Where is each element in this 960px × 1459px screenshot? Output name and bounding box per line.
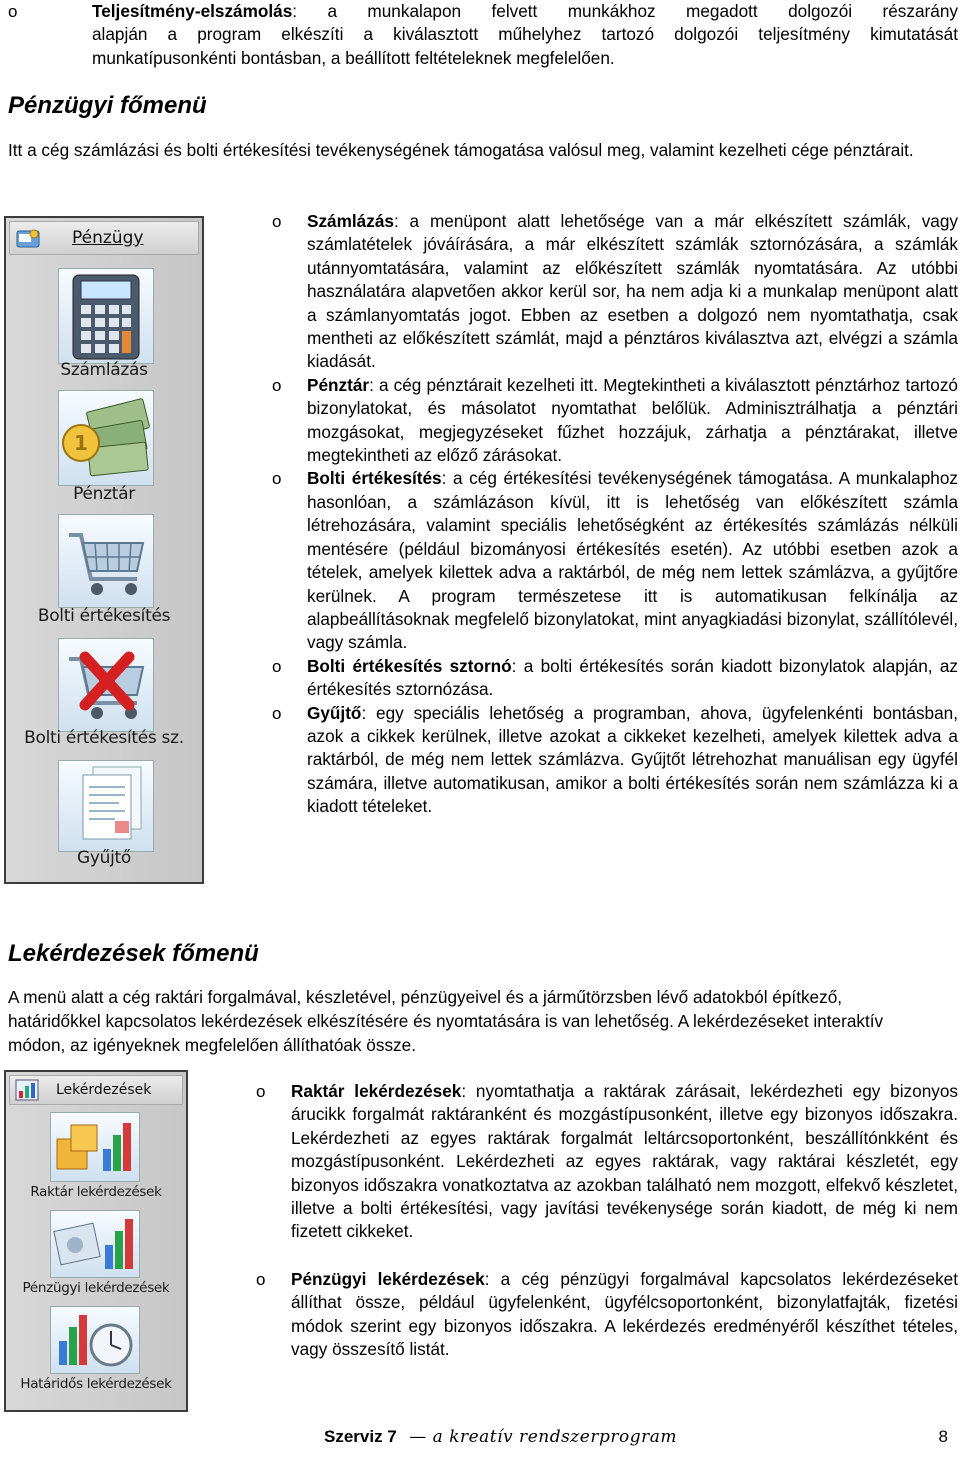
- penzugyi-lekerdezesek-menu-item[interactable]: [50, 1210, 140, 1278]
- cart-cancel-icon: [59, 639, 153, 731]
- bullet-text: [291, 1080, 958, 1244]
- section-heading-penzugyi: Pénzügyi főmenü: [8, 92, 207, 119]
- bullet-body: : a cég értékesítési tevékenységének támogatása. A munkalaphoz hasonlóan, a számlázáson kívül, itt is lehetőség van előkészített számla létrehozására, valamint speciális lehetőségként az értékesítés számlázás nélküli mentésére (például bizományosi értékesítés esetén). Az utóbbi esetben azok a tételek, amelyek kilettek adva a raktárból, de még nem lettek számlázva, a gyűjtőre kerülnek. A program természetese itt is automatikusan felkínálja az alapbeállításoknak megfelelő bizonylatokat, mint anyagkiadási bizonylat, szállítólevél, vagy számla.: [307, 468, 958, 653]
- szamlazas-menu-label[interactable]: Számlázás: [60, 360, 148, 380]
- shopping-cart-icon: [59, 515, 153, 607]
- bullet-marker: o: [272, 375, 282, 395]
- clock-chart-icon: [51, 1307, 139, 1373]
- penzugy-menu-header[interactable]: [9, 221, 199, 255]
- bullet-marker: o: [272, 469, 282, 489]
- footer-product: Szerviz 7: [324, 1427, 397, 1446]
- chart-icon: [15, 1079, 39, 1101]
- penztar-menu-item[interactable]: [58, 390, 154, 486]
- section-heading-lekerdezesek: Lekérdezések főmenü: [8, 940, 259, 967]
- bolti-ertekesites-sztorno-menu-item[interactable]: [58, 638, 154, 732]
- bullet-term: Gyűjtő: [307, 702, 362, 723]
- bullet-item-gyujto: [272, 702, 958, 819]
- raktar-lekerdezesek-menu-item[interactable]: [50, 1112, 140, 1182]
- lekerdezesek-intro: A menü alatt a cég raktári forgalmával, készletével, pénzügyeivel és a járműtörzsben lévő adatokból építkező, határidőkkel kapcsolatos lekérdezések elkészítésére és nyomtatására is van lehetőség. A lekérdezéseket interaktív módon, az igényeknek megfelelően állíthatóak össze.: [8, 987, 884, 1055]
- bullet-body: : a cég pénzügyi forgalmával kapcsolatos lekérdezéseket állíthat össze, például ügyfelenként, ügyfélcsoportonként, bizonylatfajták, fizetési módok szerint egy bizonyos időszakra. A lekérdezés eredményéről készíthet tételes, vagy összesítő listát.: [291, 1268, 958, 1360]
- penzugy-menu-title: Pénzügy: [72, 228, 144, 248]
- bullet-body: : egy speciális lehetőség a programban, ahova, ügyfelenkénti bontásban, azok a cikkek kerülnek, illetve azokat a cikkeket kezelheti, amelyek kilettek adva a raktárból, de még nem lettek számlázva. Gyűjtőt létrehozhat manuálisan egy ügyfél számára, illetve automatikusan, amikor a bolti értékesítés során nem számlázza ki a kiadott tételeket.: [307, 702, 958, 817]
- bullet-term: Raktár lekérdezések: [291, 1081, 462, 1101]
- bullet-body: : a menüpont alatt lehetősége van a már elkészített számlák, vagy számlatételek jóváírására, a már elkészített számlák sztornózására, a számlák utánnyomtatására, valamint az előkészített számlák nyomtatására. Az utóbbi használatára alapvetően akkor kerül sor, ha nem adja ki a munkalap menüpont alatt a számlanyomtatás jogot. Ebben az esetben a dolgozó nem nyomtathatja, csak mentheti az előkészített számlát, majd a pénztáros kiválasztva azt, elvégzi a számla kiadását.: [307, 211, 958, 372]
- bullet-marker: o: [256, 1082, 266, 1101]
- bullet-text: [291, 1268, 958, 1362]
- bullet-item-penzugyi-lekerdezesek: [256, 1268, 958, 1362]
- bullet-text: [307, 655, 958, 702]
- lekerdezesek-menu-panel: [4, 1070, 188, 1412]
- bullet-body: : a cég pénztárait kezelheti itt. Megtekintheti a kiválasztott pénztárhoz tartozó bizonylatokat, és másolatot nyomtathat belőlük. Adminisztrálhatja a pénztári mozgásokat, megjegyzéseket fűzhet hozzájuk, zárhatja a pénztárakat, illetve megtekintheti az előző zárásokat.: [307, 374, 958, 466]
- page-number: 8: [938, 1427, 948, 1446]
- banknote-chart-icon: [51, 1211, 139, 1277]
- raktar-lekerdezesek-menu-label[interactable]: Raktár lekérdezések: [30, 1184, 162, 1200]
- hataridos-lekerdezesek-menu-label[interactable]: Határidős lekérdezések: [20, 1376, 172, 1392]
- bullet-item-bolti-ertekesites: [272, 467, 958, 654]
- penzugyi-intro: Itt a cég számlázási és bolti értékesítési tevékenységének támogatása valósul meg, valamint kezelheti cége pénztárait.: [8, 140, 914, 160]
- folder-icon: [15, 225, 41, 251]
- bullet-text: [307, 702, 958, 819]
- hataridos-lekerdezesek-menu-item[interactable]: [50, 1306, 140, 1374]
- gyujto-menu-label[interactable]: Gyűjtő: [77, 848, 131, 868]
- line-3: munkatípusonkénti bontásban, a beállított feltételeknek megfelelően.: [92, 47, 615, 68]
- bullet-text: [307, 210, 958, 374]
- bullet-marker: o: [256, 1269, 266, 1289]
- line-1: : a munkalapon felvett munkákhoz megadott dolgozói részarány: [292, 1, 958, 21]
- money-icon: [59, 391, 153, 485]
- lekerdezesek-menu-title: Lekérdezések: [56, 1082, 152, 1098]
- bullet-marker: o: [272, 656, 282, 676]
- bullet-item-bolti-sztorno: [272, 655, 958, 702]
- line-2: alapján a program elkészíti a kiválasztott műhelyhez tartozó dolgozói teljesítmény kimutatását: [92, 24, 958, 45]
- bullet-item-szamlazas: [272, 210, 958, 374]
- bullet-body: : nyomtathatja a raktárak zárásait, lekérdezheti egy bizonyos árucikk forgalmát raktáranként és mozgástípusonként, illetve egy bizonyos időszakra. Lekérdezheti az egyes raktárak forgalmát leltárcsoportonként, beszállítónkként és mozgástípusonként. Lekérdezheti az egyes raktárak, vagy raktárai készletét, egy bizonyos időszakra vonatkoztatva az azokban található nem mozgott, elfekvő készletet, illetve a bolti értékesítési, vagy javítási tevékenysége során kiadott, de még ki nem fizetett cikkeket.: [291, 1081, 958, 1242]
- bullet-term: Pénzügyi lekérdezések: [291, 1268, 485, 1289]
- bullet-text: [307, 467, 958, 654]
- bullet-marker: o: [8, 2, 18, 21]
- bolti-ertekesites-sztorno-menu-label[interactable]: Bolti értékesítés sz.: [24, 728, 184, 748]
- bullet-term: Bolti értékesítés sztornó: [307, 655, 512, 676]
- bolti-ertekesites-menu-label[interactable]: Bolti értékesítés: [37, 606, 171, 626]
- bullet-item-penztar: [272, 374, 958, 468]
- bullet-term: Pénztár: [307, 374, 370, 395]
- svg-text:1: 1: [74, 431, 88, 455]
- lekerdezesek-bullet-list: [256, 1080, 958, 1361]
- gyujto-menu-item[interactable]: [58, 760, 154, 852]
- bullet-body: : a bolti értékesítés során kiadott bizonylatok alapján, az értékesítés sztornózása.: [307, 655, 958, 700]
- bullet-term: Számlázás: [307, 211, 394, 231]
- bullet-item-raktar-lekerdezesek: [256, 1080, 958, 1244]
- top-bullet-text: [92, 0, 958, 70]
- page-footer: [324, 1427, 954, 1451]
- bullet-text: [307, 374, 958, 468]
- penzugyi-lekerdezesek-menu-label[interactable]: Pénzügyi lekérdezések: [22, 1280, 170, 1296]
- bolti-ertekesites-menu-item[interactable]: [58, 514, 154, 608]
- lekerdezesek-menu-header[interactable]: [9, 1075, 183, 1105]
- penzugy-menu-panel: [4, 216, 204, 884]
- document-list-icon: [59, 761, 153, 851]
- bullet-marker: o: [272, 703, 282, 723]
- bullet-term: Bolti értékesítés: [307, 468, 442, 489]
- footer-tagline: — a kreatív rendszerprogram: [409, 1427, 677, 1447]
- bullet-marker: o: [272, 212, 282, 231]
- calculator-icon: [59, 269, 153, 363]
- szamlazas-menu-item[interactable]: [58, 268, 154, 364]
- boxes-chart-icon: [51, 1113, 139, 1181]
- penzugy-bullet-list: [272, 210, 958, 819]
- penztar-menu-label[interactable]: Pénztár: [73, 484, 135, 504]
- bullet-term: Teljesítmény-elszámolás: [92, 1, 293, 21]
